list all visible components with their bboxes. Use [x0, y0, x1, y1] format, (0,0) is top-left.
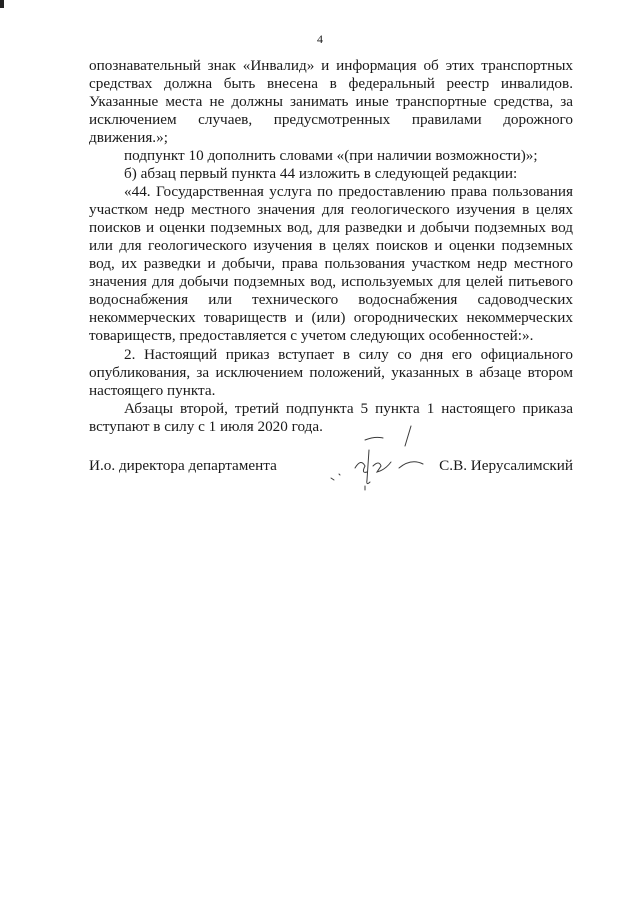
text-line: некоммерческих товариществ и (или) огороднических некоммерческих — [89, 309, 573, 326]
text-line: участком недр местного значения для геологического изучения в целях — [89, 201, 573, 218]
signatory-name: С.В. Иерусалимский — [439, 457, 573, 474]
scan-corner-mark — [0, 0, 4, 8]
text-line: или для геологического изучения в целях поисков и оценки подземных — [89, 237, 573, 254]
signatory-title: И.о. директора департамента — [89, 457, 277, 474]
text-line: 2. Настоящий приказ вступает в силу со дня его официального — [124, 346, 573, 363]
text-line: подпункт 10 дополнить словами «(при наличии возможности)»; — [124, 147, 538, 164]
page-number: 4 — [317, 32, 323, 46]
text-line: значения для добычи подземных вод, используемых для целей питьевого — [89, 273, 573, 290]
text-line: Указанные места не должны занимать иные транспортные средства, за — [89, 93, 573, 110]
text-line: вод, их разведки и добычи, права пользования участком недр местного — [89, 255, 573, 272]
text-line: средствах должна быть внесена в федеральный реестр инвалидов. — [89, 75, 573, 92]
text-line: опубликования, за исключением положений, указанных в абзаце втором — [89, 364, 573, 381]
text-line: опознавательный знак «Инвалид» и информация об этих транспортных — [89, 57, 573, 74]
text-line: движения.»; — [89, 129, 168, 146]
text-line: настоящего пункта. — [89, 382, 216, 399]
text-line: товариществ, предоставляется с учетом следующих особенностей:». — [89, 327, 534, 344]
text-line: поисков и оценки подземных вод, для разведки и добычи подземных вод — [89, 219, 573, 236]
handwritten-signature — [325, 420, 435, 500]
text-line: вступают в силу с 1 июля 2020 года. — [89, 418, 323, 435]
text-line: водоснабжения или технического водоснабжения садоводческих — [89, 291, 573, 308]
text-line: б) абзац первый пункта 44 изложить в следующей редакции: — [124, 165, 518, 182]
text-line: «44. Государственная услуга по предоставлению права пользования — [124, 183, 573, 200]
text-line: Абзацы второй, третий подпункта 5 пункта 1 настоящего приказа — [124, 400, 573, 417]
text-line: исключением случаев, предусмотренных правилами дорожного — [89, 111, 573, 128]
